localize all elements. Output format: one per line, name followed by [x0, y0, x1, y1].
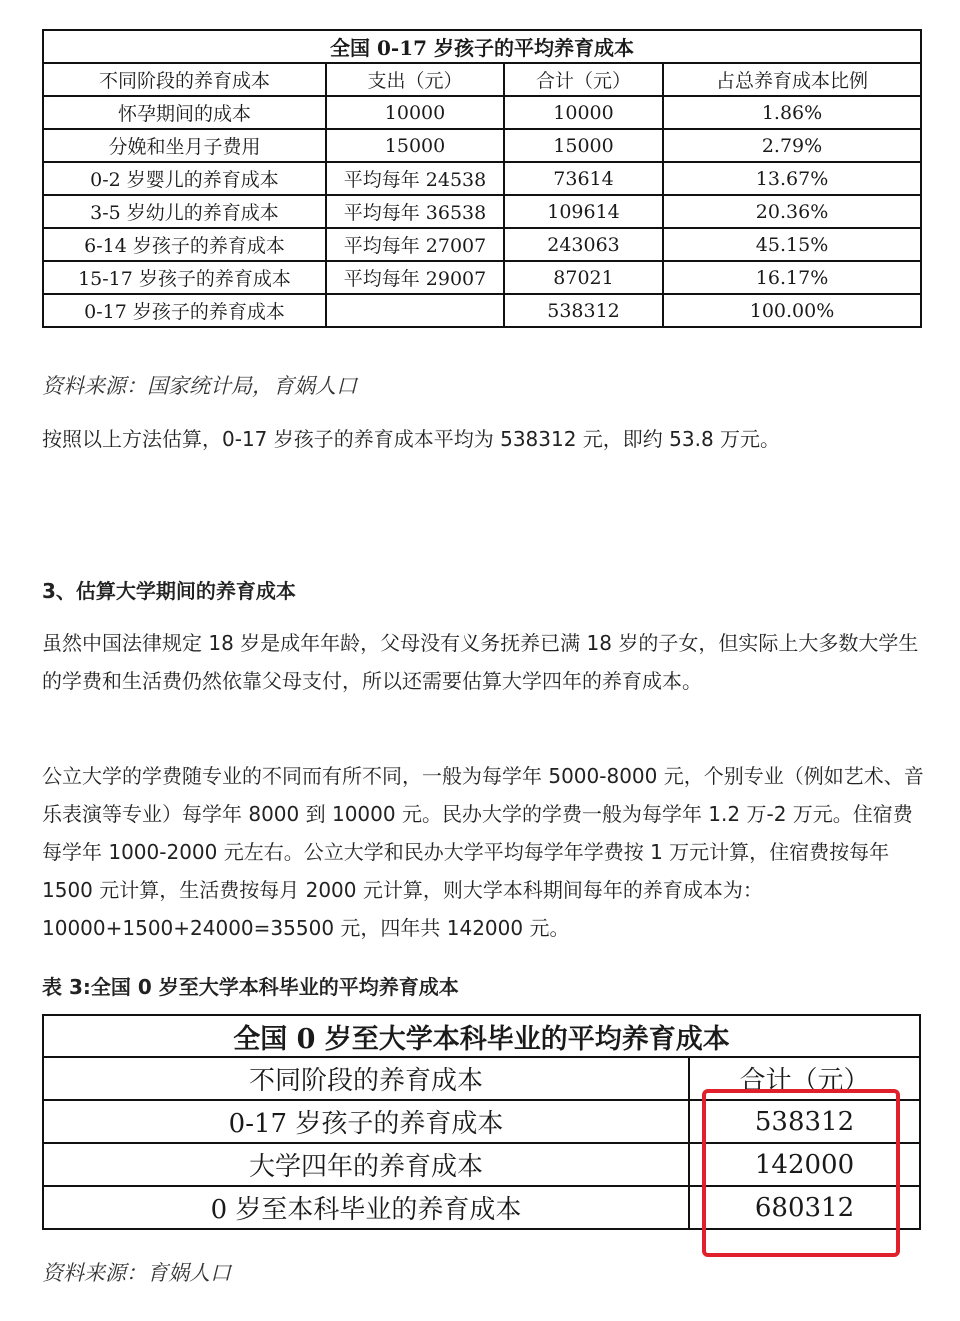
expense-cell: 平均每年 24538 [326, 162, 504, 195]
stage-cell: 3-5 岁幼儿的养育成本 [43, 195, 326, 228]
table-row [43, 1186, 920, 1229]
table-row [43, 129, 921, 162]
column-header: 不同阶段的养育成本 [43, 63, 326, 96]
expense-cell [326, 294, 504, 327]
total-cell: 243063 [504, 228, 663, 261]
table-header-row [43, 63, 921, 96]
share-cell: 13.67% [663, 162, 921, 195]
table-title: 全国 0 岁至大学本科毕业的平均养育成本 [43, 1015, 920, 1057]
table-title: 全国 0-17 岁孩子的平均养育成本 [43, 30, 921, 63]
table-row [43, 162, 921, 195]
stage-cell: 分娩和坐月子费用 [43, 129, 326, 162]
column-header: 占总养育成本比例 [663, 63, 921, 96]
total-cell: 538312 [504, 294, 663, 327]
total-cell: 109614 [504, 195, 663, 228]
cost-table-0-17 [42, 29, 922, 328]
table-row [43, 261, 921, 294]
stage-cell: 15-17 岁孩子的养育成本 [43, 261, 326, 294]
stage-cell: 0-17 岁孩子的养育成本 [43, 1100, 689, 1143]
share-cell: 20.36% [663, 195, 921, 228]
stage-cell: 0 岁至本科毕业的养育成本 [43, 1186, 689, 1229]
source-note: 资料来源：国家统计局，育娲人口 [42, 374, 357, 398]
total-cell: 73614 [504, 162, 663, 195]
total-cell: 680312 [689, 1186, 920, 1229]
expense-cell: 15000 [326, 129, 504, 162]
expense-cell: 平均每年 36538 [326, 195, 504, 228]
section-heading: 3、估算大学期间的养育成本 [42, 579, 296, 603]
expense-cell: 平均每年 27007 [326, 228, 504, 261]
share-cell: 45.15% [663, 228, 921, 261]
table-title-row [43, 30, 921, 63]
total-cell: 10000 [504, 96, 663, 129]
cost-table-to-graduation [42, 1014, 921, 1230]
table-row [43, 1143, 920, 1186]
body-paragraph: 虽然中国法律规定 18 岁是成年年龄，父母没有义务抚养已满 18 岁的子女，但实际上大多数大学生的学费和生活费仍然依靠父母支付，所以还需要估算大学四年的养育成本。 [42, 631, 919, 693]
summary-paragraph: 按照以上方法估算，0-17 岁孩子的养育成本平均为 538312 元，即约 53.8 万元。 [42, 427, 781, 451]
column-header: 合计（元） [504, 63, 663, 96]
table-row [43, 228, 921, 261]
source-note: 资料来源：育娲人口 [42, 1261, 231, 1285]
stage-cell: 6-14 岁孩子的养育成本 [43, 228, 326, 261]
table-caption: 表 3:全国 0 岁至大学本科毕业的平均养育成本 [42, 975, 459, 999]
total-cell: 87021 [504, 261, 663, 294]
table-row [43, 96, 921, 129]
total-cell: 15000 [504, 129, 663, 162]
column-header: 支出（元） [326, 63, 504, 96]
expense-cell: 10000 [326, 96, 504, 129]
stage-cell: 怀孕期间的成本 [43, 96, 326, 129]
share-cell: 16.17% [663, 261, 921, 294]
share-cell: 1.86% [663, 96, 921, 129]
column-header: 不同阶段的养育成本 [43, 1057, 689, 1100]
table-header-row [43, 1057, 920, 1100]
column-header: 合计（元） [689, 1057, 920, 1100]
table-row [43, 1100, 920, 1143]
share-cell: 2.79% [663, 129, 921, 162]
stage-cell: 大学四年的养育成本 [43, 1143, 689, 1186]
table-row [43, 195, 921, 228]
body-paragraph: 公立大学的学费随专业的不同而有所不同，一般为每学年 5000-8000 元，个别专业（例如艺术、音乐表演等专业）每学年 8000 到 10000 元。民办大学的学费一般为每学年 1.2 万-2 万元。住宿费每学年 1000-2000 元左右。公立大学和民办大学平均每学年学费按 1 万元计算，住宿费按每年 1500 元计算，生活费按每月 2000 元计算，则大学本科期间每年的养育成本为：10000+1500+24000=35500 元，四年共 142000 元。 [42, 764, 924, 940]
total-cell: 142000 [689, 1143, 920, 1186]
stage-cell: 0-2 岁婴儿的养育成本 [43, 162, 326, 195]
table-row [43, 294, 921, 327]
total-cell: 538312 [689, 1100, 920, 1143]
share-cell: 100.00% [663, 294, 921, 327]
stage-cell: 0-17 岁孩子的养育成本 [43, 294, 326, 327]
expense-cell: 平均每年 29007 [326, 261, 504, 294]
table-title-row [43, 1015, 920, 1057]
